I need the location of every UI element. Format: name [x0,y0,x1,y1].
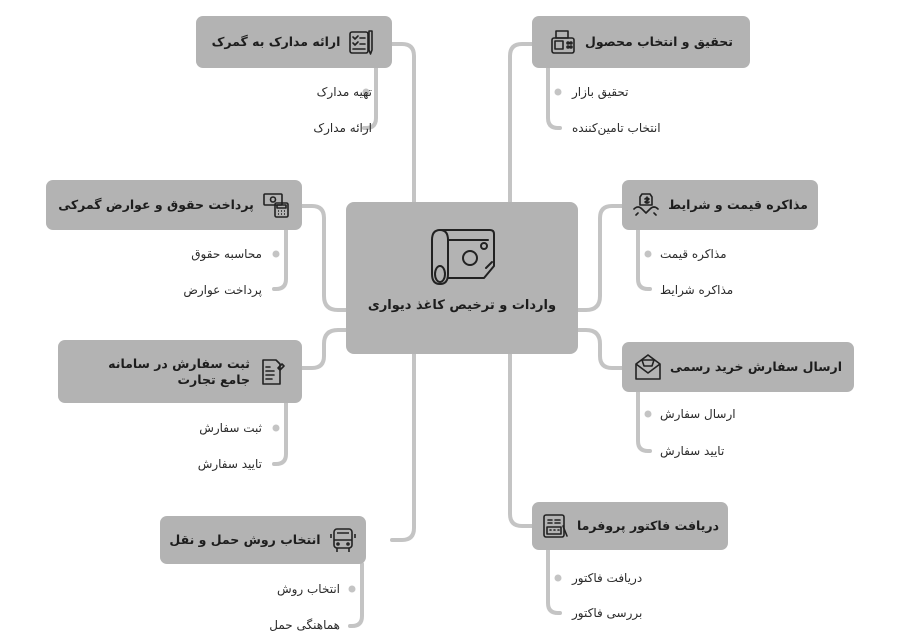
connector-dot [273,425,280,432]
envelope-cart-icon [634,353,662,381]
connector-customs-docs [392,44,414,202]
connector-dot [555,575,562,582]
connector-transport [392,354,414,540]
connector-proforma-children [548,550,560,613]
branch-duties[interactable] [46,180,302,230]
leaf-item: ارسال سفارش [660,407,736,421]
connector-registration-children [274,403,286,464]
leaf-item: تهیه مدارک [316,85,372,99]
branch-title: تحقیق و انتخاب محصول [585,34,733,50]
connector-registration [302,330,346,368]
branch-customs-docs[interactable] [196,16,392,68]
central-topic-title: واردات و ترخیص کاغذ دیواری [367,298,557,313]
leaf-item: بررسی فاکتور [572,606,643,620]
connector-dot [555,89,562,96]
leaf-item: تایید سفارش [660,444,725,458]
leaf-item: ارائه مدارک [313,121,372,135]
connector-dot [273,251,280,258]
connector-product-research-children [548,68,560,128]
connector-duties [302,206,346,310]
branch-title: دریافت فاکتور پروفرما [576,518,720,534]
bus-icon [329,526,357,554]
branch-negotiation[interactable] [622,180,818,230]
wallpaper-roll-icon [426,226,498,288]
leaf-item: ثبت سفارش [199,421,262,435]
checklist-pen-icon [348,28,376,56]
connector-transport-children [350,564,362,626]
connector-dot [349,586,356,593]
leaf-item: دریافت فاکتور [572,571,643,585]
leaf-item: مذاکره شرایط [660,283,734,297]
connector-dot [645,411,652,418]
connector-negotiation-children [638,230,650,289]
branch-product-research[interactable] [532,16,750,68]
branch-title: انتخاب روش حمل و نقل [169,532,321,548]
leaf-item: انتخاب روش [276,582,340,596]
leaf-item: انتخاب تامین‌کننده [572,121,661,135]
branch-purchase-order[interactable] [622,342,854,392]
leaf-item: مذاکره قیمت [660,247,727,261]
order-document-icon [258,358,286,386]
branch-title: ارسال سفارش خرید رسمی [669,359,842,375]
connector-purchase-order-children [638,392,650,451]
fax-machine-icon [549,28,577,56]
leaf-item: هماهنگی حمل [269,618,340,632]
central-topic[interactable] [346,202,578,354]
connector-proforma [510,354,532,526]
leaf-item: تایید سفارش [197,457,262,471]
connector-product-research [510,44,532,202]
invoice-register-icon [541,512,569,540]
connector-purchase-order [578,330,622,368]
branch-title: مذاکره قیمت و شرایط [668,197,808,213]
price-negotiation-icon [632,191,660,219]
branch-title: ثبت سفارش در سامانه جامع تجارت [108,355,250,387]
connector-duties-children [274,230,286,289]
branch-proforma[interactable] [532,502,728,550]
connector-dot [645,251,652,258]
branch-transport[interactable] [160,516,366,564]
branch-title: پرداخت حقوق و عوارض گمرکی [58,197,254,213]
branch-title: ارائه مدارک به گمرک [211,34,341,50]
branch-registration[interactable] [58,340,302,403]
leaf-item: تحقیق بازار [572,85,629,99]
leaf-item: محاسبه حقوق [191,247,262,261]
calculator-money-icon [262,191,290,219]
connector-negotiation [578,206,622,310]
leaf-item: پرداخت عوارض [183,283,262,297]
